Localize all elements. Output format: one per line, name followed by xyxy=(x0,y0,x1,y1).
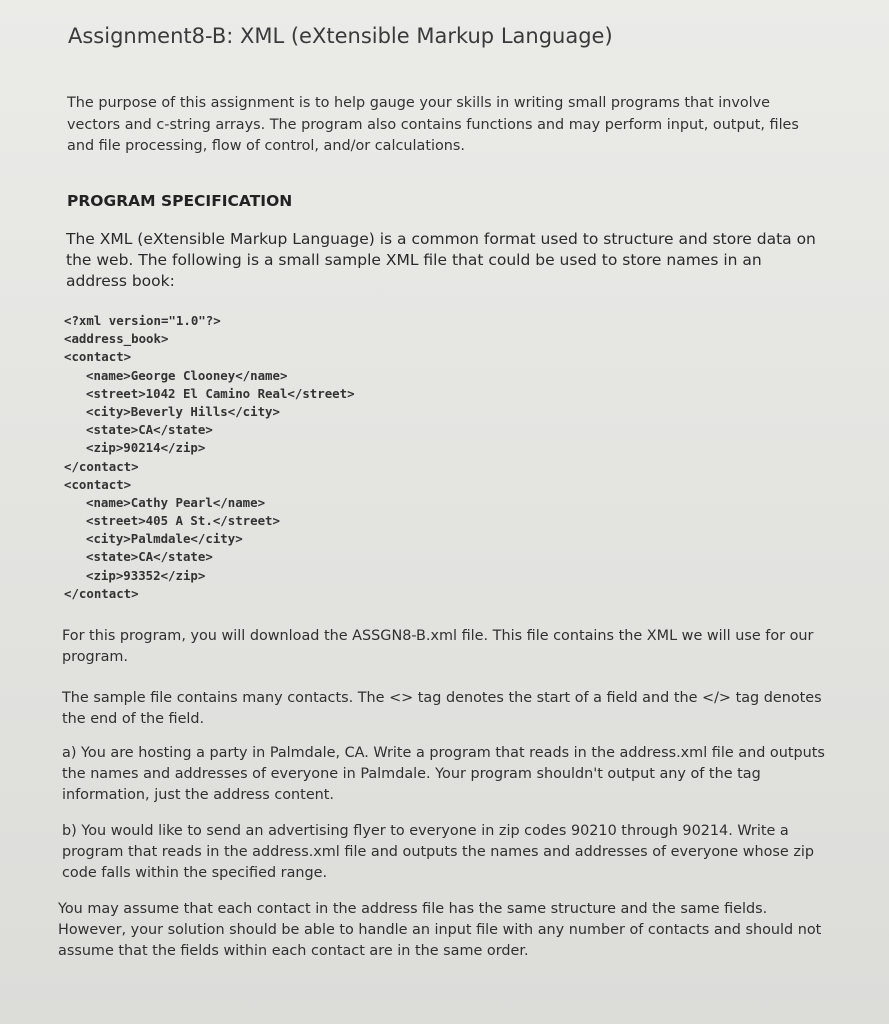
assumption-paragraph: You may assume that each contact in the address file has the same structure and the same fields. However, your solution should be able to handle an input file with any number of contacts and should not assume that the fields within each contact are in the same order. xyxy=(58,901,822,959)
code-line: <state>CA</state> xyxy=(86,422,213,438)
page-title: Assignment8-B: XML (eXtensible Markup Language) xyxy=(68,24,613,48)
section-heading: PROGRAM SPECIFICATION xyxy=(67,192,293,210)
spec-paragraph: The XML (eXtensible Markup Language) is a common format used to structure and store data on the web. The following is a small sample XML file that could be used to store names in an address book: xyxy=(66,230,816,290)
code-line: <?xml version="1.0"?> xyxy=(64,313,221,328)
code-line: <street>405 A St.</street> xyxy=(86,513,280,529)
code-line: <name>Cathy Pearl</name> xyxy=(86,494,266,510)
code-line: <street>1042 El Camino Real</street> xyxy=(86,385,355,401)
task-a-paragraph: a) You are hosting a party in Palmdale, CA. Write a program that reads in the address.xml file and outputs the names and addresses of everyone in Palmdale. Your program shouldn't output any of the tag information, just the address content. xyxy=(62,745,825,803)
code-line: <state>CA</state> xyxy=(86,549,213,565)
code-line: </contact> xyxy=(64,585,139,601)
code-line: <contact> xyxy=(64,349,132,365)
code-line: <name>George Clooney</name> xyxy=(86,367,288,383)
code-line: <address_book> xyxy=(64,331,169,347)
code-line: <city>Beverly Hills</city> xyxy=(86,403,280,419)
code-line: <zip>93352</zip> xyxy=(86,567,206,583)
xml-code-sample xyxy=(64,312,355,603)
intro-paragraph: The purpose of this assignment is to help gauge your skills in writing small programs that involve vectors and c-string arrays. The program also contains functions and may perform input, output, files and file processing, flow of control, and/or calculations. xyxy=(67,95,799,154)
download-paragraph: For this program, you will download the ASSGN8-B.xml file. This file contains the XML we will use for our program. xyxy=(62,628,814,665)
task-b-paragraph: b) You would like to send an advertising flyer to everyone in zip codes 90210 through 90214. Write a program that reads in the address.xml file and outputs the names and addresses of everyone whose zip code falls within the specified range. xyxy=(62,823,815,881)
code-line: <contact> xyxy=(64,476,132,492)
tag-paragraph: The sample file contains many contacts. The <> tag denotes the start of a field and the </> tag denotes the end of the field. xyxy=(62,690,822,727)
code-line: </contact> xyxy=(64,458,139,474)
code-line: <city>Palmdale</city> xyxy=(86,531,243,547)
code-line: <zip>90214</zip> xyxy=(86,440,206,456)
